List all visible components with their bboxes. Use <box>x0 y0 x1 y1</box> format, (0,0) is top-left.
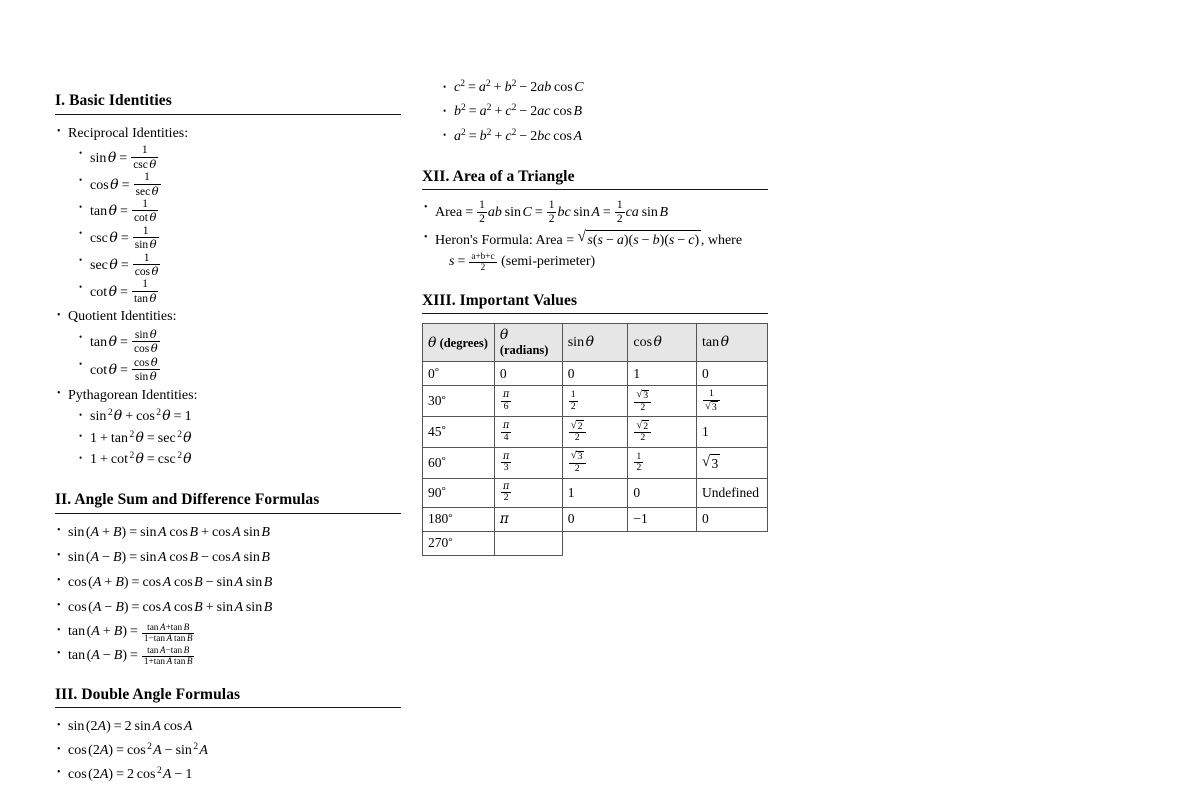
section-title-area-of-triangle: XII. Area of a Triangle <box>422 167 575 185</box>
cell-empty <box>697 531 768 555</box>
cell-radians: π <box>494 507 562 531</box>
important-values-table <box>422 323 768 555</box>
cell-sin: √ 2 2 <box>562 417 628 448</box>
law-of-cosines-continued <box>422 78 768 147</box>
cell-degrees: 60 ° <box>423 447 495 478</box>
table-row-partial <box>423 531 768 555</box>
section-title-important-values: XIII. Important Values <box>422 291 578 309</box>
cell-cos: √ 3 2 <box>628 386 697 417</box>
column-header-cos: cos θ <box>628 324 697 362</box>
cell-tan: √ 3 <box>697 447 768 478</box>
left-column <box>55 92 401 787</box>
semi-perimeter-lhs: s <box>449 253 455 269</box>
cell-tan: 0 <box>697 362 768 386</box>
cell-cos: √ 2 2 <box>628 417 697 448</box>
column-header-sin: sin θ <box>562 324 628 362</box>
list-item: • $b^2 = a^2 + c^2 - 2ac$ cos B <box>440 102 768 122</box>
cell-degrees: 270 ° <box>423 531 495 555</box>
list-item: • sin (A − B) = sin A cos B − cos A sin B <box>55 548 401 568</box>
list-item: • sec θ = $\frac{1}{\text{cos θ}}$ <box>76 252 401 279</box>
list-item: • cos (A + B) = cos A cos B − sin A sin B <box>55 573 401 593</box>
section-title-basic-identities: I. Basic Identities <box>55 92 172 109</box>
section-rule <box>55 707 401 708</box>
section-title-angle-sum-difference: II. Angle Sum and Difference Formulas <box>55 491 320 509</box>
section-rule <box>55 513 401 514</box>
cell-degrees: 45 ° <box>423 417 495 448</box>
group-label-reciprocal: Reciprocal Identities: <box>68 125 189 141</box>
table-row <box>423 478 768 507</box>
basic-identities-list <box>55 124 401 471</box>
list-item: • 1 + tan $^2$ θ = sec $^2$ θ <box>76 428 401 449</box>
cell-tan: Undefined <box>697 478 768 507</box>
list-item: • cot θ = $\frac{1}{\text{tan θ}}$ <box>76 278 401 305</box>
angle-sum-difference-list <box>55 523 401 667</box>
right-column <box>422 78 768 556</box>
list-item: • Heron's Formula: Area = √ s(s − a)(s − b)(s − c) , where s = $\frac{a+b+c}{2}$ (semi-perimeter) <box>422 229 768 273</box>
cell-radians: $\frac{\pi}{2}$ <box>494 478 562 507</box>
table-row <box>423 362 768 386</box>
table-row <box>423 386 768 417</box>
cell-sin: $\frac{1}{2}$ <box>562 386 628 417</box>
list-item: • Area = $\frac{1}{2}$ ab sin C = $\frac{1}{2}$ bc sin A = $\frac{1}{2}$ ca sin B <box>422 199 768 225</box>
list-item: • 1 + cot $^2$ θ = csc $^2$ θ <box>76 449 401 470</box>
list-item: • csc θ = $\frac{1}{\text{sin θ}}$ <box>76 225 401 252</box>
list-item: • tan (A + B) = $\frac{\text{tan A+tan B}}{\text{1−tan A tan B}}$ <box>55 622 401 643</box>
heron-where: , where <box>700 232 743 248</box>
quotient-identities-list <box>76 328 401 384</box>
heron-radical: √ s(s − a)(s − b)(s − c) <box>578 229 701 251</box>
reciprocal-identities-list <box>76 144 401 305</box>
table-row <box>423 417 768 448</box>
section-title-double-angle: III. Double Angle Formulas <box>55 685 241 703</box>
semi-perimeter-numerator: a+b+c <box>471 250 495 261</box>
group-label-pythagorean: Pythagorean Identities: <box>68 387 198 403</box>
group-label-quotient: Quotient Identities: <box>68 309 177 325</box>
cell-sin: 1 <box>562 478 628 507</box>
table-row <box>423 447 768 478</box>
cell-radians-empty <box>494 531 562 555</box>
double-angle-list <box>55 717 401 785</box>
area-formula-list <box>422 199 768 272</box>
list-item: • $a^2 = b^2 + c^2 - 2bc$ cos A <box>440 127 768 147</box>
list-item: • sin $^2$ θ + cos $^2$ θ = 1 <box>76 406 401 427</box>
list-item: • tan θ = $\frac{1}{\text{cot θ}}$ <box>76 198 401 225</box>
cell-radians: $\frac{\pi}{6}$ <box>494 386 562 417</box>
list-item: • cos θ = $\frac{1}{\text{sec θ}}$ <box>76 171 401 198</box>
cell-cos: 0 <box>628 478 697 507</box>
cell-tan: 1 √ 3 <box>697 386 768 417</box>
list-item <box>55 386 401 471</box>
list-item <box>55 307 401 383</box>
cell-radians: $\frac{\pi}{3}$ <box>494 447 562 478</box>
cell-sin: 0 <box>562 507 628 531</box>
cell-empty <box>628 531 697 555</box>
section-rule <box>55 114 401 115</box>
list-item: • tan θ = $\frac{\text{sin θ}}{\text{cos θ}}$ <box>76 328 401 356</box>
cell-cos: $\frac{1}{2}$ <box>628 447 697 478</box>
cell-degrees: 180 ° <box>423 507 495 531</box>
cell-tan: 1 <box>697 417 768 448</box>
cell-degrees: 0 ° <box>423 362 495 386</box>
table-header-row <box>423 324 768 362</box>
table-row <box>423 507 768 531</box>
semi-perimeter-denominator: 2 <box>469 262 496 273</box>
list-item: • cos (A − B) = cos A cos B + sin A sin B <box>55 598 401 618</box>
cell-tan: 0 <box>697 507 768 531</box>
cell-sin: √ 3 2 <box>562 447 628 478</box>
column-header-theta-radians: θ (radians) <box>494 324 562 362</box>
list-item: • cos (2A) = cos $^2$ A − sin $^2$ A <box>55 741 401 761</box>
section-rule <box>422 189 768 190</box>
list-item: • tan (A − B) = $\frac{\text{tan A−tan B}}{\text{1+tan A tan B}}$ <box>55 646 401 667</box>
column-header-theta-degrees: θ (degrees) <box>423 324 495 362</box>
list-item <box>55 124 401 306</box>
cell-radians: $\frac{\pi}{4}$ <box>494 417 562 448</box>
law-of-cosines-list <box>440 78 768 147</box>
pythagorean-identities-list <box>76 406 401 470</box>
list-item: • cos (2A) = 2 cos $^2$ A − 1 <box>55 765 401 785</box>
cell-radians: 0 <box>494 362 562 386</box>
cell-cos: 1 <box>628 362 697 386</box>
cell-cos: −1 <box>628 507 697 531</box>
cell-degrees: 90 ° <box>423 478 495 507</box>
list-item: • sin (A + B) = sin A cos B + cos A sin B <box>55 523 401 543</box>
cell-sin: 0 <box>562 362 628 386</box>
list-item: • sin θ = $\frac{1}{\text{csc θ}}$ <box>76 144 401 171</box>
table-body <box>423 362 768 555</box>
list-item: • cot θ = $\frac{\text{cos θ}}{\text{sin θ}}$ <box>76 356 401 384</box>
list-item: • sin (2A) = 2 sin A cos A <box>55 717 401 737</box>
heron-label: Heron's Formula: Area = <box>435 232 575 248</box>
cell-degrees: 30 ° <box>423 386 495 417</box>
cell-empty <box>562 531 628 555</box>
list-item: • $c^2 = a^2 + b^2 - 2ab$ cos C <box>440 78 768 98</box>
section-rule <box>422 313 768 314</box>
column-header-tan: tan θ <box>697 324 768 362</box>
semi-perimeter-note: (semi-perimeter) <box>501 253 596 269</box>
